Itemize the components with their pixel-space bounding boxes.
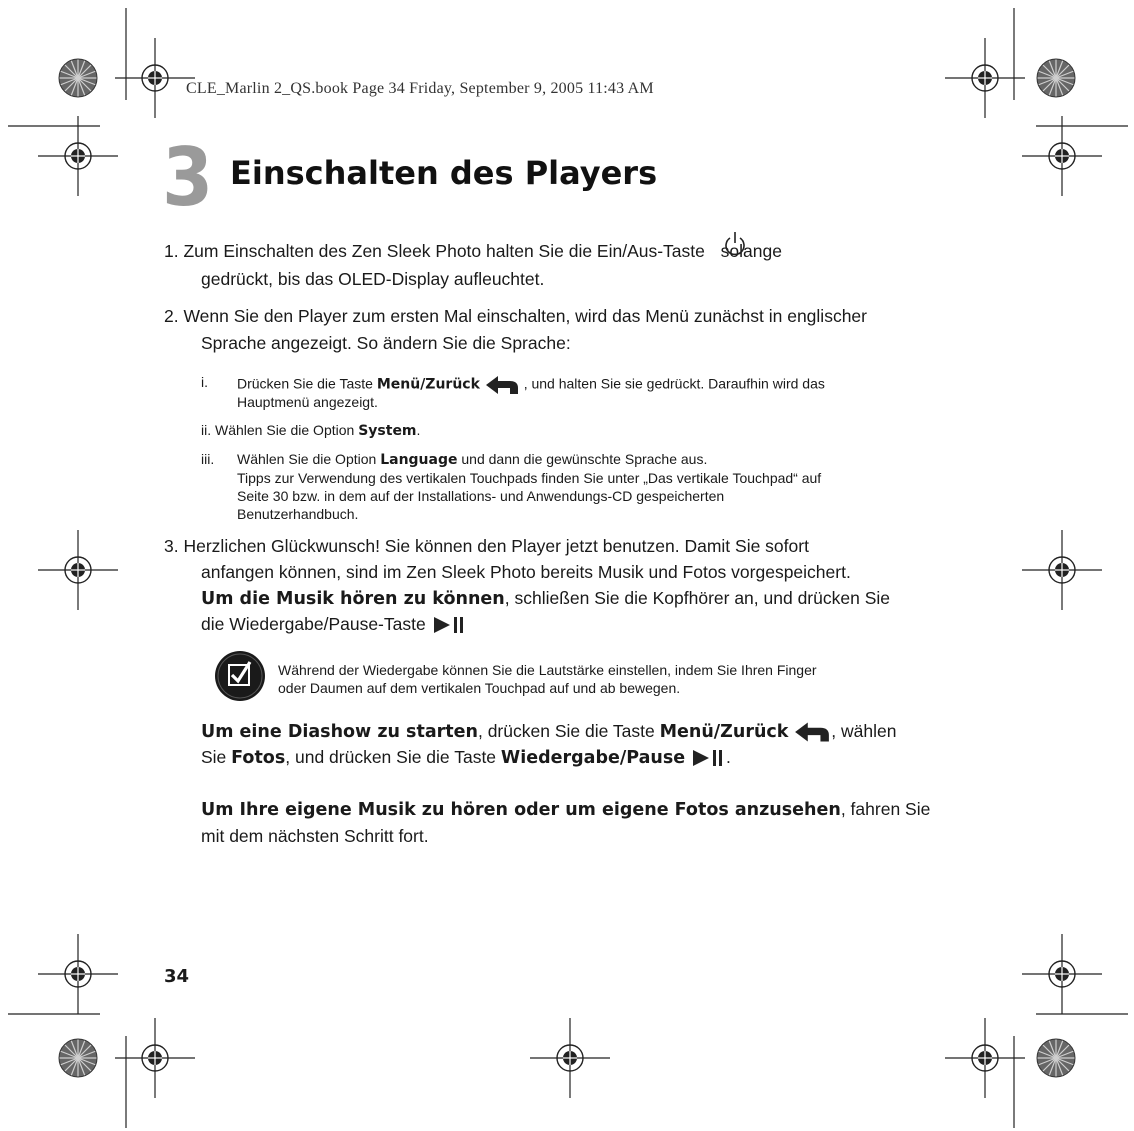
- substep-iii-line4: Benutzerhandbuch.: [237, 506, 359, 522]
- own-music-line-1: [201, 796, 930, 823]
- back-arrow-icon: [793, 720, 831, 744]
- substep-i: [237, 374, 825, 396]
- book-header: CLE_Marlin 2_QS.book Page 34 Friday, September 9, 2005 11:43 AM: [186, 80, 654, 97]
- registration-mark-bottom-right: [945, 1018, 1025, 1098]
- slideshow-label: Um eine Diashow zu starten: [201, 722, 478, 742]
- power-icon: [723, 230, 747, 256]
- play-pause-label: Wiedergabe/Pause: [500, 748, 686, 768]
- step-3: [164, 533, 809, 559]
- color-star-top-right: [1037, 59, 1075, 97]
- own-music-line-2: mit dem nächsten Schritt fort.: [201, 826, 429, 846]
- substep-text: Drücken Sie die Taste: [237, 375, 373, 392]
- registration-mark-right-lower: [1022, 934, 1102, 1014]
- step-number: 2.: [164, 306, 179, 326]
- substep-iii-line3: Seite 30 bzw. in dem auf der Installations- und Anwendungs-CD gespeicherten: [237, 488, 725, 504]
- substep-text: .: [416, 422, 421, 438]
- substep-iii-number: iii.: [201, 451, 215, 467]
- step-text: , schließen Sie die Kopfhörer an, und drücken Sie: [504, 588, 890, 608]
- step-1: [164, 238, 964, 264]
- menu-back-label: Menü/Zurück: [659, 722, 789, 742]
- body-text: Sie: [201, 747, 227, 767]
- registration-mark-top-left: [115, 38, 195, 118]
- page-number: 34: [164, 966, 190, 987]
- body-text: , drücken Sie die Taste: [477, 721, 655, 741]
- color-star-top-left: [59, 59, 97, 97]
- play-pause-icon: [690, 747, 726, 769]
- step-3-line3: [201, 585, 890, 612]
- step-text: solange: [720, 241, 782, 261]
- registration-mark-left-upper: [38, 116, 118, 196]
- system-option-label: System: [358, 423, 417, 439]
- substep-ii: [201, 422, 420, 440]
- step-text: die Wiedergabe/Pause-Taste: [201, 614, 426, 634]
- checkmark-note-icon: [214, 650, 266, 702]
- registration-mark-right-middle: [1022, 530, 1102, 610]
- substep-text: ii. Wählen Sie die Option: [201, 422, 355, 438]
- step-number: 1.: [164, 241, 179, 261]
- menu-back-label: Menü/Zurück: [376, 376, 480, 393]
- substep-text: , und halten Sie sie gedrückt. Daraufhin wird das: [523, 375, 825, 392]
- body-text: , und drücken Sie die Taste: [285, 747, 497, 767]
- step-3-line2: anfangen können, sind im Zen Sleek Photo bereits Musik und Fotos vorgespeichert.: [201, 562, 851, 582]
- back-arrow-icon: [484, 374, 520, 396]
- step-text: Herzlichen Glückwunsch! Sie können den Player jetzt benutzen. Damit Sie sofort: [183, 536, 809, 556]
- language-option-label: Language: [380, 452, 458, 468]
- substep-i-number: i.: [201, 374, 208, 390]
- registration-mark-right-upper: [1022, 116, 1102, 196]
- slideshow-line-1: [201, 718, 896, 745]
- step-text: Wenn Sie den Player zum ersten Mal einschalten, wird das Menü zunächst in englischer: [183, 306, 867, 326]
- registration-mark-bottom-left: [115, 1018, 195, 1098]
- step-2-continued: Sprache angezeigt. So ändern Sie die Sprache:: [201, 333, 571, 353]
- substep-iii: [237, 451, 707, 469]
- color-star-bottom-left: [59, 1039, 97, 1077]
- substep-text: und dann die gewünschte Sprache aus.: [461, 451, 708, 467]
- color-star-bottom-right: [1037, 1039, 1075, 1077]
- substep-iii-line2: Tipps zur Verwendung des vertikalen Touchpads finden Sie unter „Das vertikale Touchpad“ auf: [237, 470, 822, 486]
- photos-label: Fotos: [231, 748, 286, 768]
- substep-text: Wählen Sie die Option: [237, 451, 377, 467]
- step-2: [164, 303, 867, 329]
- note-line-1: Während der Wiedergabe können Sie die Lautstärke einstellen, indem Sie Ihren Finger: [278, 662, 817, 678]
- step-1-continued: gedrückt, bis das OLED-Display aufleuchtet.: [201, 269, 545, 289]
- substep-i-continued: Hauptmenü angezeigt.: [237, 394, 378, 410]
- slideshow-line-2: [201, 744, 731, 771]
- step-number: 3.: [164, 536, 179, 556]
- registration-mark-bottom-center: [530, 1018, 610, 1098]
- body-text: , fahren Sie: [840, 799, 931, 819]
- body-text: .: [726, 747, 731, 767]
- step-3-line4: [201, 611, 467, 637]
- registration-mark-top-right: [945, 38, 1025, 118]
- step-text: Zum Einschalten des Zen Sleek Photo halten Sie die Ein/Aus-Taste: [183, 241, 705, 261]
- registration-mark-left-lower: [38, 934, 118, 1014]
- own-music-label: Um Ihre eigene Musik zu hören oder um eigene Fotos anzusehen: [201, 800, 841, 820]
- chapter-number: 3: [162, 131, 214, 224]
- chapter-title: Einschalten des Players: [230, 154, 658, 192]
- body-text: , wählen: [831, 721, 897, 741]
- play-pause-icon: [431, 614, 467, 636]
- registration-mark-left-middle: [38, 530, 118, 610]
- listen-music-label: Um die Musik hören zu können: [201, 589, 505, 609]
- note-line-2: oder Daumen auf dem vertikalen Touchpad auf und ab bewegen.: [278, 680, 681, 696]
